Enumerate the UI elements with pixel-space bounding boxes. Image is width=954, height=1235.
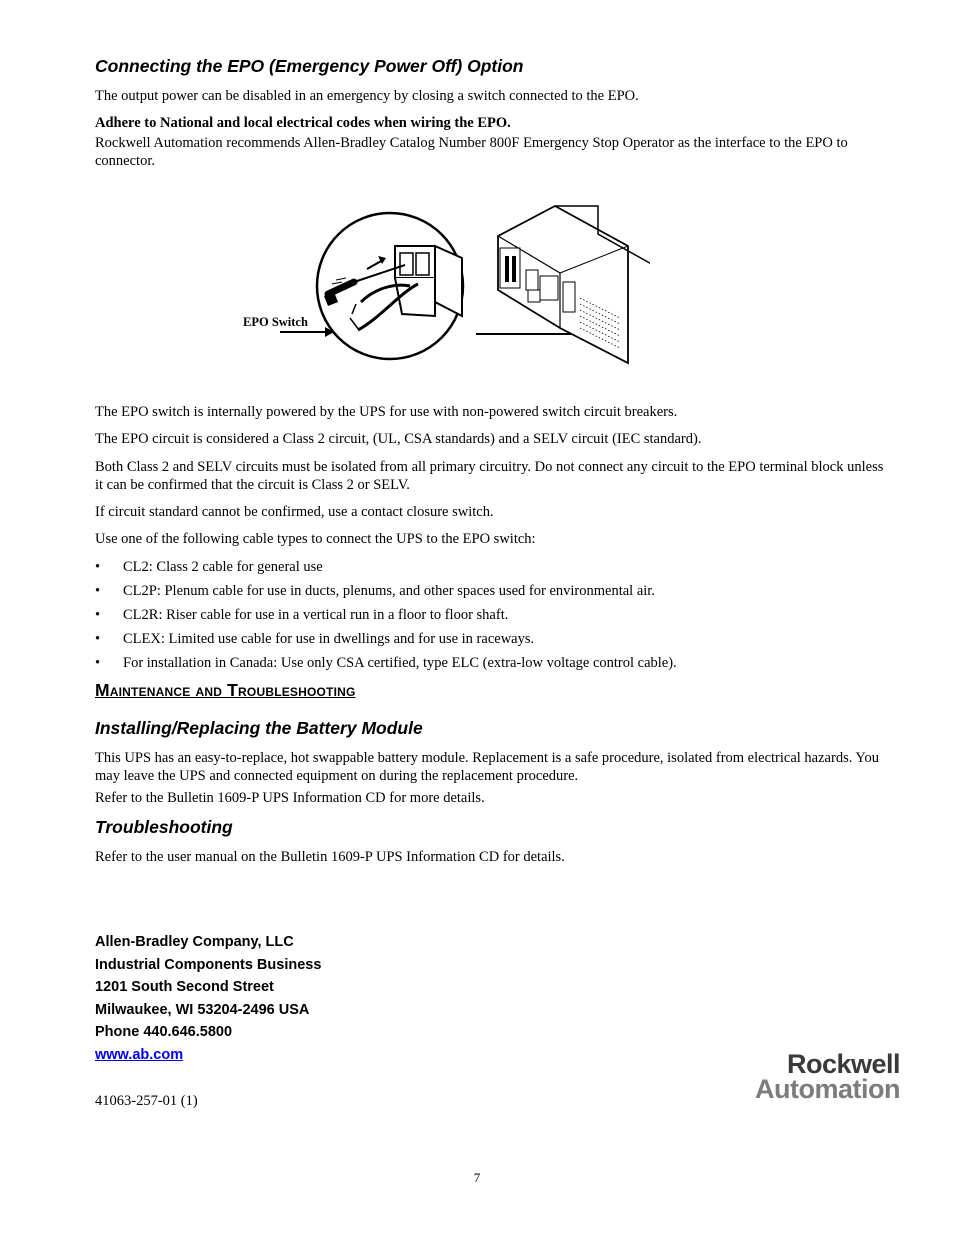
battery-heading: Installing/Replacing the Battery Module [95, 718, 423, 738]
bullet-icon: • [95, 583, 101, 599]
logo-line-2: Automation [755, 1074, 900, 1104]
bullet-icon: • [95, 559, 101, 575]
battery-paragraph: This UPS has an easy-to-replace, hot swappable battery module. Replacement is a safe procedure, isolated from electrical hazards. You may leave the UPS and connected equipment on during the replacement procedure. [95, 750, 879, 784]
list-item: • For installation in Canada: Use only CSA certified, type ELC (extra-low voltage control cable). [95, 655, 677, 671]
bullet-icon: • [95, 607, 101, 623]
document-number: 41063-257-01 (1) [95, 1093, 198, 1109]
maintenance-section-heading: Maintenance and Troubleshooting [95, 680, 356, 700]
website-link[interactable]: www.ab.com [95, 1046, 184, 1063]
logo-line-1: Rockwell [786, 1049, 900, 1079]
epo-power-paragraph: The EPO switch is internally powered by the UPS for use with non-powered switch circuit breakers. [95, 404, 678, 420]
epo-figure [230, 198, 650, 376]
company-name: Allen-Bradley Company, LLC [95, 934, 294, 950]
epo-recommendation-paragraph: Rockwell Automation recommends Allen-Bradley Catalog Number 800F Emergency Stop Operator as the interface to the EPO to connector. [95, 135, 848, 169]
epo-cable-intro: Use one of the following cable types to connect the UPS to the EPO switch: [95, 531, 536, 547]
city-address: Milwaukee, WI 53204-2496 USA [95, 1001, 310, 1018]
epo-switch-label: EPO Switch [243, 315, 308, 329]
list-item: • CL2R: Riser cable for use in a vertical run in a floor to floor shaft. [95, 607, 509, 623]
phone-number: Phone 440.646.5800 [95, 1024, 233, 1041]
rockwell-automation-logo [755, 1049, 900, 1104]
epo-class-paragraph: The EPO circuit is considered a Class 2 circuit, (UL, CSA standards) and a SELV circuit (IEC standard). [95, 431, 702, 447]
list-item: • CLEX: Limited use cable for use in dwellings and for use in raceways. [95, 631, 535, 647]
epo-isolation-paragraph: Both Class 2 and SELV circuits must be isolated from all primary circuitry. Do not connect any circuit to the EPO terminal block unless it can be confirmed that the circuit is Class 2 or SELV. [95, 459, 884, 493]
division-name: Industrial Components Business [95, 956, 322, 973]
cable-type-list [95, 558, 895, 678]
troubleshooting-heading: Troubleshooting [95, 817, 233, 837]
page-number: 7 [473, 1170, 481, 1185]
bullet-icon: • [95, 631, 101, 647]
address-block [95, 931, 321, 1067]
street-address: 1201 South Second Street [95, 979, 274, 996]
epo-contact-paragraph: If circuit standard cannot be confirmed, use a contact closure switch. [95, 504, 494, 520]
bullet-icon: • [95, 655, 101, 671]
epo-heading: Connecting the EPO (Emergency Power Off) Option [95, 56, 524, 76]
epo-code-warning: Adhere to National and local electrical codes when wiring the EPO. [95, 115, 511, 131]
epo-intro-paragraph: The output power can be disabled in an emergency by closing a switch connected to the EPO. [95, 88, 639, 104]
epo-wiring-illustration [230, 198, 650, 376]
list-item: • CL2P: Plenum cable for use in ducts, plenums, and other spaces used for environmental air. [95, 583, 655, 599]
battery-reference: Refer to the Bulletin 1609-P UPS Information CD for more details. [95, 790, 485, 806]
list-item: • CL2: Class 2 cable for general use [95, 559, 323, 575]
troubleshooting-paragraph: Refer to the user manual on the Bulletin 1609-P UPS Information CD for details. [95, 849, 565, 865]
